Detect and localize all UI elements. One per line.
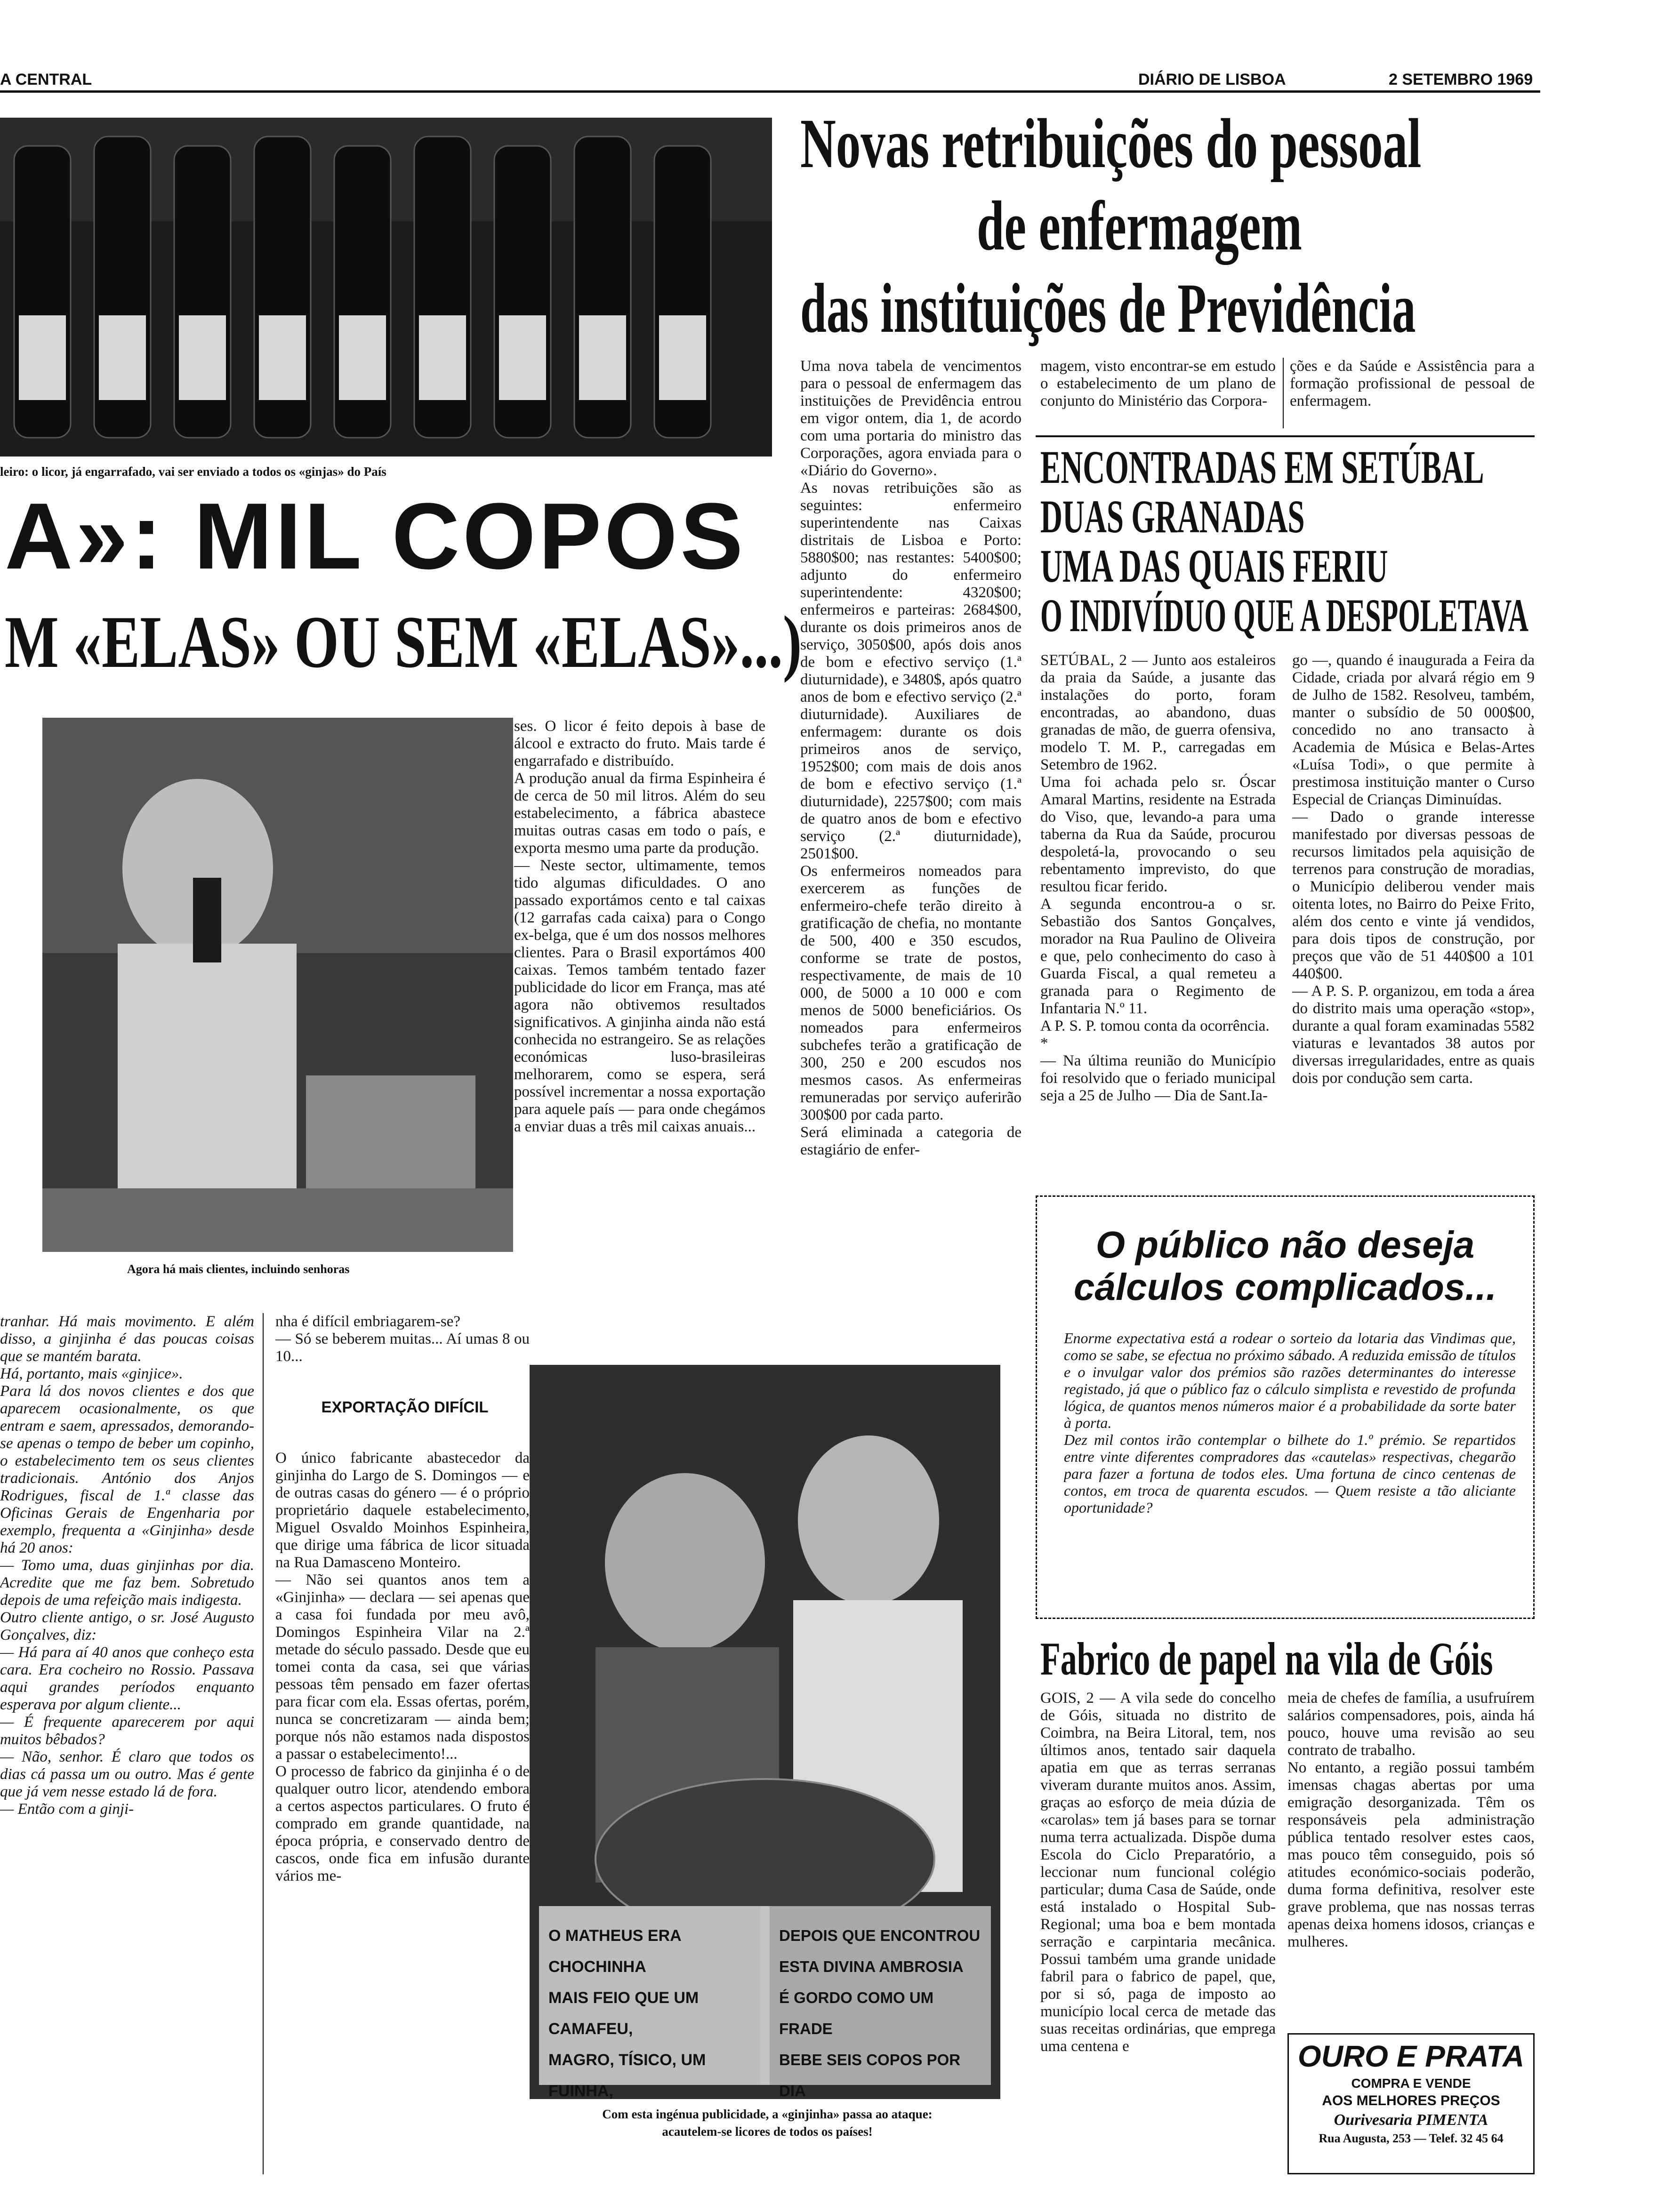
- pimenta-ad: [1287, 2033, 1535, 2174]
- ginjinha-headline-line2: M «ELAS» OU SEM «ELAS»...): [5, 601, 802, 683]
- header-rule: [0, 90, 1540, 93]
- ad-shop: Ourivesaria PIMENTA: [1334, 2111, 1488, 2129]
- column-divider-enf: [1283, 358, 1284, 428]
- customer-illustration: [42, 718, 513, 1252]
- granadas-column-1: SETÚBAL, 2 — Junto aos estaleiros da praia da Saúde, a jusante das instalações do porto, foram encontradas, ao abandono, duas granadas de mão, de guerra ofensiva, modelo T. M. P., carregadas em Setembro de 1962. Uma foi achada pelo sr. Óscar Amaral Martins, residente na Estrada do Viso, que, levando-a para uma taberna da Rua da Saúde, procurou despoletá-la, provocando o seu rebentamento imprevisto, do que resultou ficar ferido. A segunda encontrou-a o sr. Sebastião dos Santos Gonçalves, morador na Rua Paulino de Oliveira e que, pelo conhecimento do caso à Guarda Fiscal, a qual remeteu a granada para o Regimento de Infantaria N.º 11. A P. S. P. tomou conta da ocorrência. * — Na última reunião do Município foi resolvido que o feriado municipal seja a 25 de Julho — Dia de Sant.Ia-: [1040, 652, 1276, 1104]
- lotaria-headline-2: cálculos complicados...: [1073, 1266, 1497, 1308]
- column-divider-a: [263, 1313, 264, 2174]
- poster-right-line: É GORDO COMO UM FRADE: [779, 1989, 934, 2037]
- poster-right-line: BEBE SEIS COPOS POR DIA: [779, 2051, 961, 2099]
- ginjinha-poster: [530, 1365, 1000, 2099]
- granadas-headline-2: DUAS GRANADAS: [1040, 490, 1305, 543]
- ginjinha-headline-line1: A»: MIL COPOS: [5, 484, 746, 589]
- poster-right-line: ESTA DIVINA AMBROSIA: [779, 1958, 964, 1975]
- poster-verse-right: [779, 1920, 986, 2099]
- customer-photo: [42, 718, 513, 1252]
- lotaria-headline-1: O público não deseja: [1095, 1224, 1475, 1266]
- bottles-photo: [0, 118, 772, 457]
- enfermagem-column-2: magem, visto encontrar-se em estudo o estabelecimento de um plano de conjunto do Ministério das Corpora-: [1040, 358, 1276, 409]
- poster-caption-1: Com esta ingénua publicidade, a «ginjinha» passa ao ataque:: [602, 2107, 933, 2121]
- ginjinha-column-a: tranhar. Há mais movimento. E além disso, a ginjinha é das poucas coisas que se mantém barata. Há, portanto, mais «ginjice». Para lá dos novos clientes e dos que aparecem ocasionalmente, os que entram e saem, apressados, demorando-se apenas o tempo de beber um copinho, o estabelecimento tem os seus clientes tradicionais. António dos Anjos Rodrigues, fiscal de 1.ª classe das Oficinas Gerais de Engenharia por exemplo, frequenta a «Ginjinha» desde há 20 anos: — Tomo uma, duas ginjinhas por dia. Acredite que me faz bem. Sobretudo depois de uma refeição mais indigesta. Outro cliente antigo, o sr. José Augusto Gonçalves, diz: — Há para aí 40 anos que conheço esta cara. Era cocheiro no Rossio. Passava aqui grandes períodos enquanto esperava por algum cliente... — É frequente aparecerem por aqui muitos bêbados? — Não, senhor. É claro que todos os dias cá passa um ou outro. Mas é gente que já vem nesse estado lá de fora. — Então com a ginji-: [0, 1313, 254, 1818]
- gois-column-2: meia de chefes de família, a usufruírem salários compensadores, pois, ainda há pouco, houve uma revisão ao seu contrato de trabalho. No entanto, a região possui também imensas chagas abertas por uma emigração desorganizada. Têm os responsáveis pela administração pública tentado resolver estes caos, mas pouco têm conseguido, pois só atitudes económico-sociais poderão, duma forma definitiva, resolver este grave problema, que nas nossas terras apenas deixa homens idosos, crianças e mulheres.: [1287, 1690, 1535, 1950]
- issue-date: 2 SETEMBRO 1969: [1389, 71, 1533, 88]
- ad-title: OURO E PRATA: [1297, 2039, 1525, 2073]
- ginjinha-column-right-of-photo: ses. O licor é feito depois à base de álcool e extracto do fruto. Mais tarde é engarrafado e distribuído. A produção anual da firma Espinheira é de cerca de 50 mil litros. Além do seu estabelecimento, a fábrica abastece muitas outras casas em todo o país, e exporta mesmo uma parte da produção. — Neste sector, ultimamente, temos tido algumas dificuldades. O ano passado exportámos cento e tal caixas (12 garrafas cada caixa) para o Congo ex-belga, que é um dos nossos melhores clientes. Para o Brasil exportámos 400 caixas. Temos também tentado fazer publicidade do licor em França, mas até agora não obtivemos resultados significativos. A ginjinha ainda não está conhecida no estrangeiro. Se as relações económicas luso-brasileiras melhorarem, como se espera, será possível incrementar a nossa exportação para aquele país — para onde chegámos a enviar duas a três mil caixas anuais...: [514, 718, 765, 1135]
- gois-headline-1: Fabrico de papel: [1040, 1633, 1277, 1685]
- poster-verse-left: [548, 1920, 756, 2099]
- granadas-headline-3: UMA DAS QUAIS FERIU: [1040, 540, 1388, 592]
- granadas-column-2: go —, quando é inaugurada a Feira da Cidade, criada por alvará régio em 9 de Julho de 1582. Resolveu, também, manter o subsídio de 50 000$00, concedido no ano transacto à Academia de Música e Belas-Artes «Luísa Todi», o que permite à prestimosa instituição manter o Curso Especial de Crianças Diminuídas. — Dado o grande interesse manifestado por diversas pessoas de recursos limitados pela aquisição de terrenos para construção de moradias, o Município deliberou vender mais oitenta lotes, no Bairro do Peixe Frito, além dos cento e vinte já vendidos, para dois tipos de construção, por preços que vão de 51 440$00 a 101 440$00. — A P. S. P. organizou, em toda a área do distrito mais uma operação «stop», durante a qual foram examinadas 5582 viaturas e levantados 38 autos por diversas irregularidades, entre as quais dois por condução sem carta.: [1292, 652, 1535, 1087]
- enfermagem-headline-1: Novas retribuições do pessoal: [800, 104, 1422, 183]
- enfermagem-column-3: ções e da Saúde e Assistência para a formação profissional de pessoal de enfermagem.: [1290, 358, 1535, 409]
- section-label: A CENTRAL: [0, 71, 92, 88]
- paper-name: DIÁRIO DE LISBOA: [1138, 71, 1286, 88]
- poster-caption-2: acautelem-se licores de todos os países!: [662, 2124, 873, 2139]
- gois-headline-2: na vila de Góis: [1285, 1633, 1493, 1685]
- enfermagem-headline-3: das instituições de Previdência: [800, 269, 1416, 347]
- enfermagem-headline-2: de enfermagem: [977, 187, 1302, 265]
- enfermagem-column-1: Uma nova tabela de vencimentos para o pessoal de enfermagem das instituições de Previdência entrou em vigor ontem, dia 1, de acordo com uma portaria do ministro das Corporações, agora enviada para o «Diário do Governo». As novas retribuições são as seguintes: enfermeiro superintendente nas Caixas distritais de Lisboa e Porto: 5880$00; nas restantes: 5400$00; adjunto do enfermeiro superintendente: 4320$00; enfermeiros e parteiras: 2684$00, durante os dois primeiros anos de serviço, 3050$00, após dois anos de bom e efectivo serviço (1.ª diuturnidade), e 3480$, após quatro anos de bom e efectivo serviço (2.ª diuturnidade). Auxiliares de enfermagem: durante os dois primeiros anos de serviço, 1952$00; com mais de dois anos de bom e efectivo serviço (1.ª diuturnidade), 2257$00; com mais de quatro anos de bom e efectivo serviço (2.ª diuturnidade), 2501$00. Os enfermeiros nomeados para exercerem as funções de enfermeiro-chefe terão direito à gratificação de chefia, no montante de 500, 400 e 350 escudos, conforme se trate de postos, respectivamente, de mais de 10 000, de 5000 a 10 000 e com menos de 5000 beneficiários. Os nomeados para enfermeiros subchefes terão a gratificação de 300, 250 e 200 escudos nos mesmos casos. As enfermeiras remuneradas por serviço auferirão 300$00 por cada parto. Será eliminada a categoria de estagiário de enfer-: [800, 358, 1022, 1158]
- customer-photo-caption: Agora há mais clientes, incluindo senhoras: [127, 1262, 350, 1276]
- poster-right-line: DEPOIS QUE ENCONTROU: [779, 1927, 981, 1944]
- bottles-photo-caption: leiro: o licor, já engarrafado, vai ser enviado a todos os «ginjas» do País: [0, 465, 386, 479]
- poster-left-line: O MATHEUS ERA CHOCHINHA: [548, 1927, 681, 1976]
- gois-column-1: GOIS, 2 — A vila sede do concelho de Góis, situada no distrito de Coimbra, na Beira Litoral, tem, nos últimos anos, tentado sair daquela apatia em que as terras serranas viveram durante muitos anos. Assim, graças ao esforço de meia dúzia de «carolas» tem já bases para se tornar numa terra actualizada. Dispõe duma Escola do Ciclo Preparatório, a leccionar num funcional colégio particular; duma Casa de Saúde, onde está instalado o Hospital Sub-Regional; uma boa e bem montada serração e carpintaria mecânica. Possui também uma grande unidade fabril para o fabrico de papel, que, por si só, paga de imposto ao município local cerca de metade das suas receitas ordinárias, que emprega uma centena e: [1040, 1690, 1276, 2055]
- ad-line1: COMPRA E VENDE: [1351, 2076, 1471, 2091]
- granadas-headline-1: ENCONTRADAS EM SETÚBAL: [1040, 441, 1484, 493]
- exportacao-subhead: EXPORTAÇÃO DIFÍCIL: [321, 1398, 489, 1416]
- bottles-illustration: [0, 118, 772, 457]
- granadas-headline-4: O INDIVÍDUO QUE A DESPOLETAVA: [1040, 589, 1528, 641]
- ad-address: Rua Augusta, 253 — Telef. 32 45 64: [1319, 2132, 1504, 2145]
- ginjinha-column-b: O único fabricante abastecedor da ginjinha do Largo de S. Domingos — e de outras casas do género — é o próprio proprietário daquele estabelecimento, Miguel Osvaldo Moinhos Espinheira, que dirige uma fábrica de licor situada na Rua Damasceno Monteiro. — Não sei quantos anos tem a «Ginjinha» — declara — sei apenas que a casa foi fundada por meu avô, Domingos Espinheira Vilar na 2.ª metade do século passado. Desde que eu tomei conta da casa, sei que várias pessoas têm pensado em fazer ofertas para ficar com ela. Essas ofertas, porém, nunca se concretizaram — ainda bem; porque nós não estamos nada dispostos a passar o estabelecimento!... O processo de fabrico da ginjinha é o de qualquer outro licor, atendendo embora a certos aspectos particulares. O fruto é comprado em grande quantidade, na época própria, e conservado dentro de cascos, onde fica em infusão durante vários me-: [275, 1450, 530, 1884]
- poster-left-line: MAGRO, TÍSICO, UM FUINHA,: [548, 2051, 706, 2099]
- ad-line2: AOS MELHORES PREÇOS: [1322, 2093, 1500, 2108]
- granadas-top-rule: [1036, 435, 1535, 437]
- lotaria-body: Enorme expectativa está a rodear o sorteio da lotaria das Vindimas que, como se sabe, se efectua no próximo sábado. A reduzida emissão de títulos e o invulgar valor dos prémios são razões determinantes do interesse registado, já que o público faz o cálculo simplista e revestido de profunda lógica, de quantos menos números maior é a probabilidade da sorte bater à porta. Dez mil contos irão contemplar o bilhete do 1.º prémio. Se repartidos entre vinte diferentes compradores das «cautelas» respectivas, chegarão para fazer a fortuna de todos eles. Uma fortuna de cinco centenas de contos, em troca de quarenta escudos. — Quem resiste a tão aliciante oportunidade?: [1064, 1330, 1516, 1516]
- poster-left-line: MAIS FEIO QUE UM CAMAFEU,: [548, 1989, 699, 2038]
- ginjinha-column-b-top: nha é difícil embriagarem-se? — Só se beberem muitas... Aí umas 8 ou 10...: [275, 1313, 530, 1365]
